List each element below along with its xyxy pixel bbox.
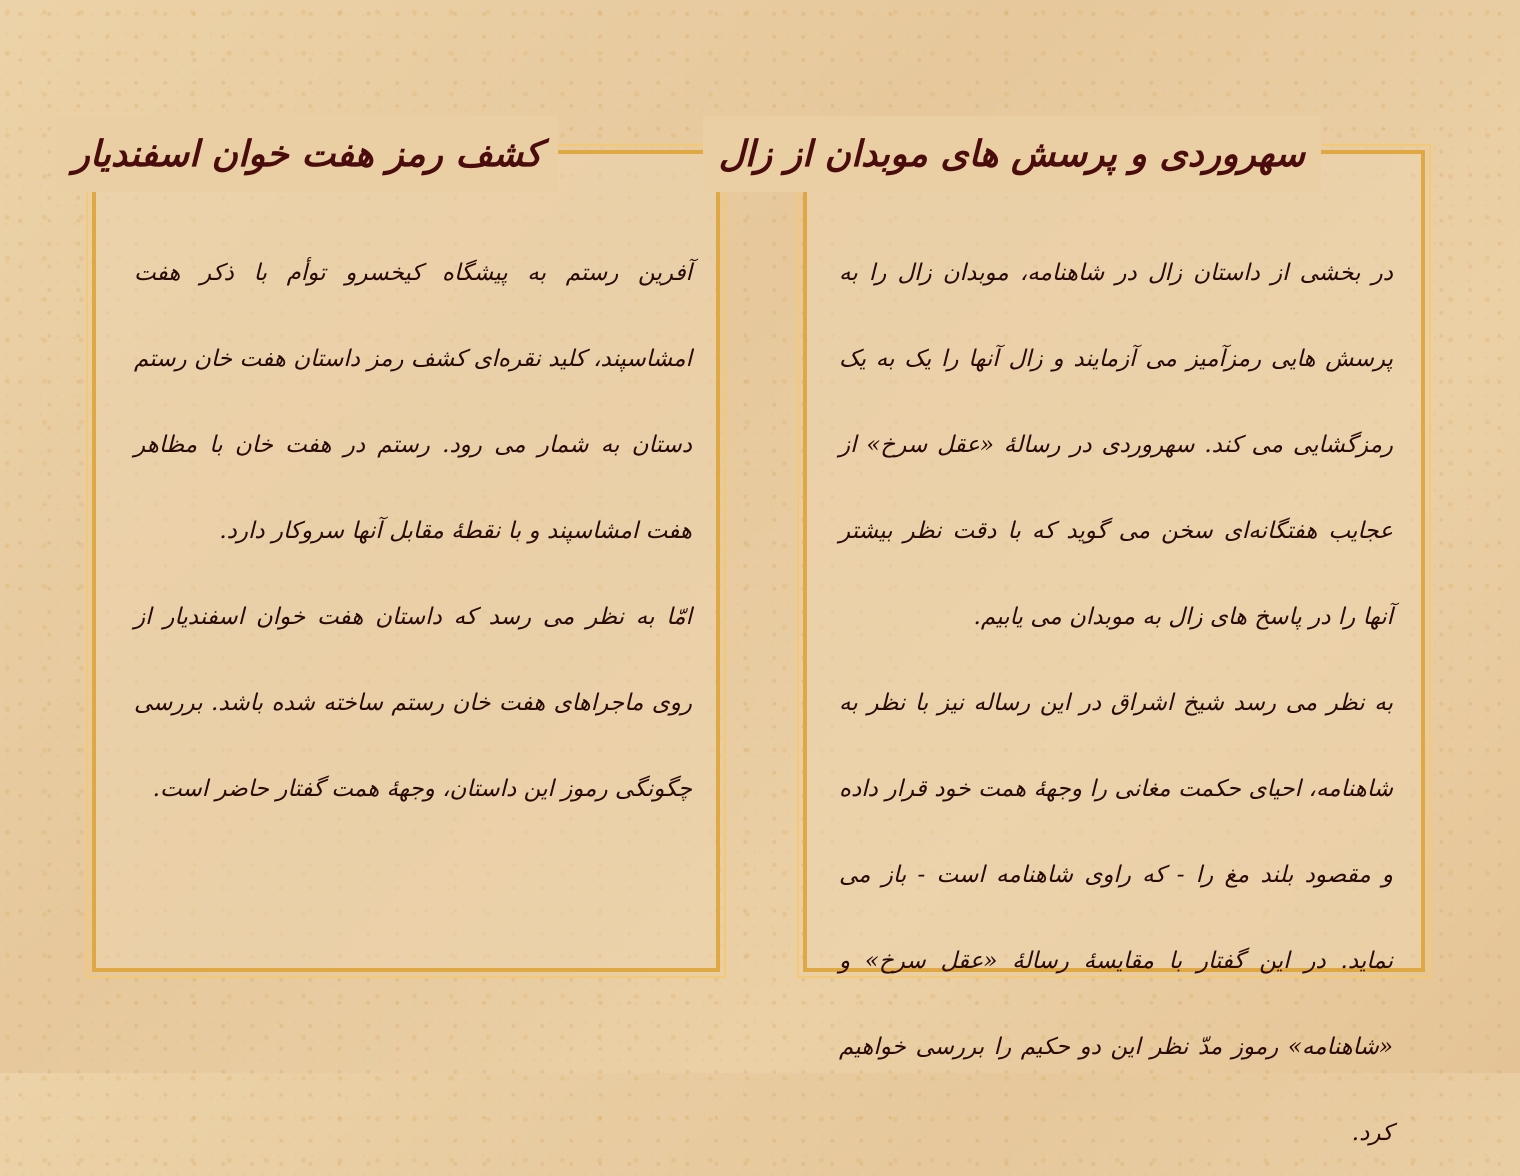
right-article-title: سهروردی و پرسش های موبدان از زال	[703, 116, 1321, 192]
right-paragraph-1: در بخشی از داستان زال در شاهنامه، موبدان زال را به پرسش هایی رمزآمیز می آزمایند و زال آنها را یک به یک رمزگشایی می کند. سهروردی در رسالهٔ «عقل سرخ» از عجایب هفتگانه‌ای سخن می گوید که با دقت نظر بیشتر آنها را در پاسخ های زال به موبدان می یابیم.	[839, 260, 1393, 630]
right-article-panel	[718, 133, 1425, 1146]
left-article-body	[134, 230, 692, 832]
left-paragraph-1: آفرین رستم به پیشگاه کیخسرو توأم با ذکر هفت امشاسپند، کلید نقره‌ای کشف رمز داستان هفت خان رستم دستان به شمار می رود. رستم در هفت خان با مظاهر هفت امشاسپند و با نقطهٔ مقابل آنها سروکار دارد.	[134, 260, 692, 544]
left-article-panel	[72, 133, 720, 972]
right-paragraph-2: به نظر می رسد شیخ اشراق در این رساله نیز با نظر به شاهنامه، احیای حکمت مغانی را وجههٔ همت خود قرار داده و مقصود بلند مغ را - که راوی شاهنامه است - باز می نماید. در این گفتار با مقایسهٔ رسالهٔ «عقل سرخ» و «شاهنامه» رموز مدّ نظر این دو حکیم را بررسی خواهیم کرد.	[839, 690, 1393, 1146]
right-article-body	[839, 230, 1393, 1176]
left-article-title: کشف رمز هفت خوان اسفندیار	[56, 116, 558, 192]
left-paragraph-2: امّا به نظر می رسد که داستان هفت خوان اسفندیار از روی ماجراهای هفت خان رستم ساخته شده باشد. بررسی چگونگی رموز این داستان، وجههٔ همت گفتار حاضر است.	[134, 604, 692, 802]
